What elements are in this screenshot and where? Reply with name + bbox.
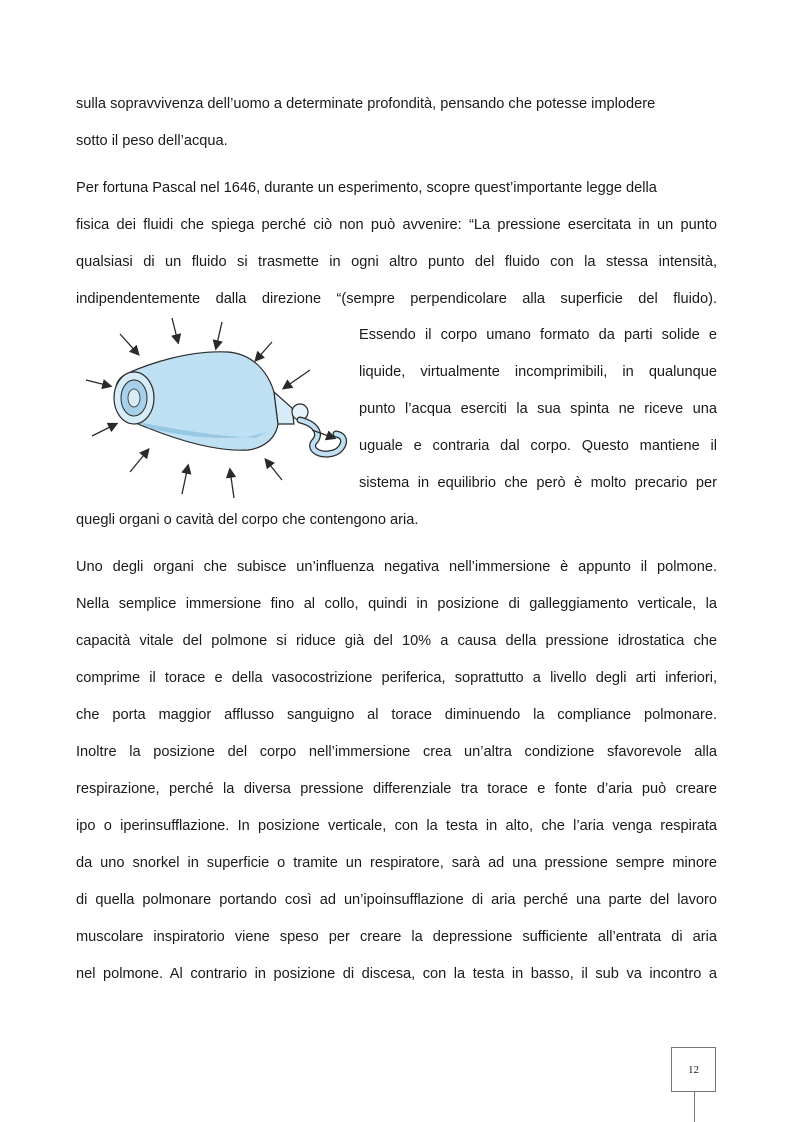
text-line: ipo o iperinsufflazione. In posizione verticale, con la testa in alto, che l’aria venga respirata [76,818,717,834]
text-line: sotto il peso dell’acqua. [76,133,228,149]
text-line: Nella semplice immersione fino al collo, quindi in posizione di galleggiamento verticale, la [76,596,717,612]
text-line: da uno snorkel in superficie o tramite un respiratore, sarà ad una pressione sempre minore [76,855,717,871]
text-line: Essendo il corpo umano formato da parti solide e [359,327,717,343]
text-line: quegli organi o cavità del corpo che contengono aria. [76,512,419,528]
text-line: Inoltre la posizione del corpo nell’immersione crea un’altra condizione sfavorevole alla [76,744,717,760]
text-line: Per fortuna Pascal nel 1646, durante un esperimento, scopre quest’importante legge della [76,180,657,196]
text-line: respirazione, perché la diversa pressione differenziale tra torace e fonte d’aria può creare [76,781,717,797]
text-line: punto l’acqua eserciti la sua spinta ne riceve una [359,401,717,417]
page-number: 12 [671,1047,716,1092]
text-line: nel polmone. Al contrario in posizione di discesa, con la testa in basso, il sub va incontro a [76,966,717,982]
text-line: indipendentemente dalla direzione “(sempre perpendicolare alla superficie del fluido). [76,291,717,307]
text-line: capacità vitale del polmone si riduce già del 10% a causa della pressione idrostatica che [76,633,717,649]
text-line: che porta maggior afflusso sanguigno al torace diminuendo la compliance polmonare. [76,707,717,723]
page-number-rule [694,1092,695,1122]
text-line: uguale e contraria dal corpo. Questo mantiene il [359,438,717,454]
text-line: qualsiasi di un fluido si trasmette in ogni altro punto del fluido con la stessa intensità, [76,254,717,270]
text-line: muscolare inspiratorio viene speso per creare la depressione sufficiente all’entrata di aria [76,929,717,945]
text-line: Uno degli organi che subisce un’influenza negativa nell’immersione è appunto il polmone. [76,559,717,575]
text-line: liquide, virtualmente incomprimibili, in qualunque [359,364,717,380]
squeezed-toothpaste-tube-icon [78,312,350,502]
text-line: sulla sopravvivenza dell’uomo a determinate profondità, pensando che potesse implodere [76,96,656,112]
text-line: comprime il torace e della vasocostrizione periferica, soprattutto a livello degli arti inferiori, [76,670,717,686]
text-line: sistema in equilibrio che però è molto precario per [359,475,717,491]
text-line: di quella polmonare portando così ad un’ipoinsufflazione di aria perché una parte del lavoro [76,892,717,908]
text-line: fisica dei fluidi che spiega perché ciò non può avvenire: “La pressione esercitata in un punto [76,217,717,233]
